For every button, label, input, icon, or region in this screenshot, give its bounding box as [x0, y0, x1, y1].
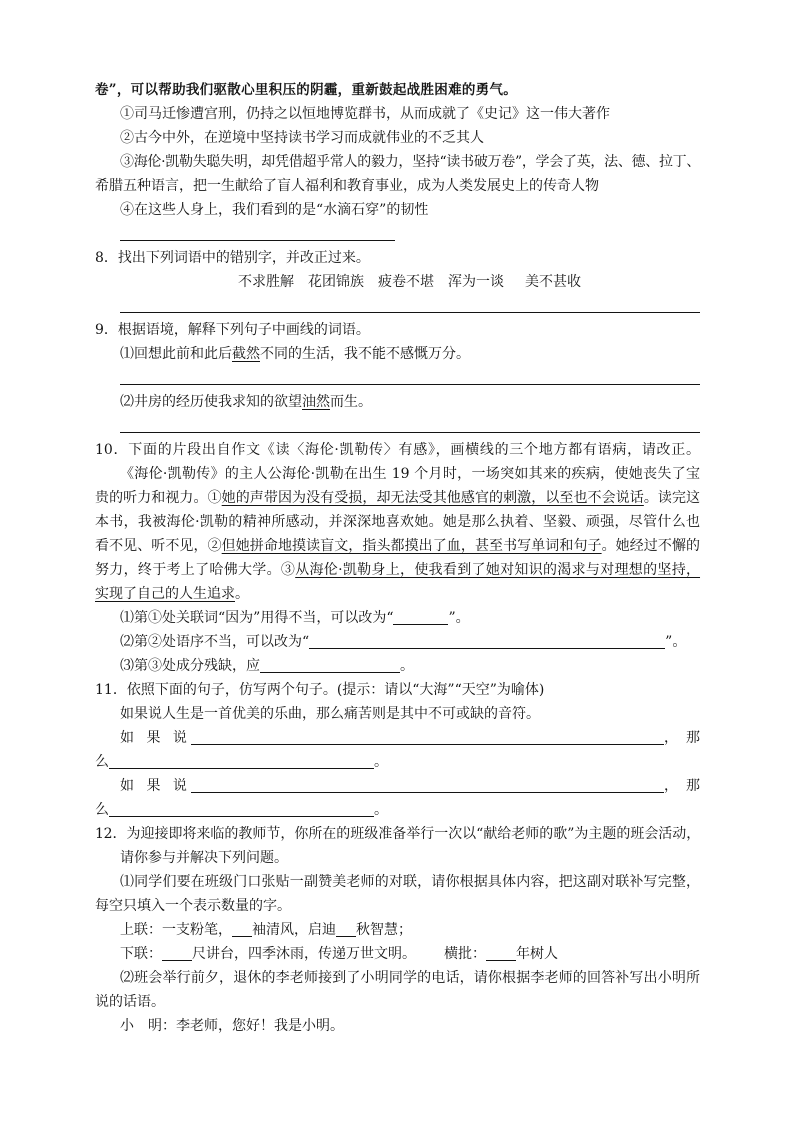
- statement-3-line-1: ③海伦·凯勒失聪失明，却凭借超乎常人的毅力，坚持“读书破万卷”，学会了英，法、德、拉丁、: [120, 154, 700, 170]
- passage-text: 看不见、听不见，②: [95, 538, 222, 554]
- sentence-text: 不同的生活，我不能不感慨万分。: [260, 346, 470, 362]
- sentence-text: 而生。: [330, 394, 372, 410]
- imitation-line-cont: [95, 798, 700, 822]
- passage-text: 努力，终于考上了哈佛大学。③: [95, 562, 296, 578]
- underlined-sentence-3-cont: 实现了自己的人生追求: [95, 586, 235, 602]
- speaker-label: 小 明：: [120, 1018, 176, 1034]
- fill-blank: [486, 946, 516, 961]
- passage-line: [95, 534, 700, 558]
- question-12-sub-2-line-1: ⑵班会举行前夕，退休的李老师接到了小明同学的电话，请你根据李老师的回答补写出小明所: [120, 970, 700, 986]
- statement-3-line-2: 希腊五种语言，把一生献给了盲人福利和教育事业，成为人类发展史上的传奇人物: [95, 178, 599, 194]
- question-8: [95, 246, 700, 318]
- answer-line-row: [95, 414, 700, 438]
- imitation-line: [95, 726, 700, 750]
- question-9-title: 9．根据语境，解释下列句子中画线的词语。: [95, 322, 370, 338]
- question-12-sub-1-line-2: 每空只填入一个表示数量的字。: [95, 898, 291, 914]
- underlined-sentence-3: 从海伦·凯勒身上，使我看到了她对知识的渴求与对理想的坚持，: [295, 562, 701, 578]
- underlined-sentence-1: 她的声带因为没有受损，却无法受其他感官的刺激，以至也不会说话: [221, 490, 644, 506]
- answer-line-row: [95, 366, 700, 390]
- banner-text: 年树人: [516, 946, 558, 962]
- lead-words: 如 果 说: [120, 730, 191, 746]
- question-12-sub-2-line-2: 说的话语。: [95, 994, 165, 1010]
- underlined-word: 截然: [232, 346, 260, 362]
- couplet-lower: [95, 942, 700, 966]
- sub-question-text: ⑵第②处语序不当，可以改为“: [120, 634, 310, 650]
- statement-4: ④在这些人身上，我们看到的是“水滴石穿”的韧性: [120, 202, 429, 218]
- imitation-line: [95, 774, 700, 798]
- passage-text: 。读完这: [643, 490, 701, 506]
- passage-line: 《海伦·凯勒传》的主人公海伦·凯勒在出生 19 个月时，一场突如其来的疾病，使她丧失了宝: [120, 466, 700, 482]
- connector-word: 么: [95, 802, 109, 818]
- connector-word: 那: [686, 730, 700, 746]
- fill-blank: [232, 922, 252, 937]
- underlined-word: 油然: [302, 394, 330, 410]
- fill-blank: [109, 802, 374, 817]
- answer-line: [120, 222, 395, 241]
- fill-blank: [260, 658, 400, 673]
- answer-line-row: [95, 222, 700, 246]
- word-list: [95, 270, 700, 294]
- imitation-line-cont: [95, 750, 700, 774]
- passage-tail: 卷”，可以帮助我们驱散心里积压的阴霾，重新鼓起战胜困难的勇气。: [95, 82, 518, 98]
- sub-question-text: ”。: [448, 610, 470, 626]
- question-10: [95, 438, 700, 678]
- sub-question-text: ⑶第③处成分残缺，应: [120, 658, 260, 674]
- example-sentence: 如果说人生是一首优美的乐曲，那么痛苦则是其中不可或缺的音符。: [120, 706, 540, 722]
- word-item: 美不甚收: [525, 274, 581, 290]
- question-10-sub-2: [95, 630, 700, 654]
- statement-1: ①司马迁惨遭宫刑，仍持之以恒地博览群书，从而成就了《史记》这一伟大著作: [120, 106, 610, 122]
- statement-2: ②古今中外，在逆境中坚持读书学习而成就伟业的不乏其人: [120, 130, 484, 146]
- question-10-title: 10．下面的片段出自作文《读〈海伦·凯勒传〉有感》，画横线的三个地方都有语病，请改正。: [95, 442, 700, 458]
- connector-word: 那: [686, 778, 700, 794]
- question-12-title-line-2: 请你参与并解决下列问题。: [120, 850, 288, 866]
- question-7-continuation: [95, 78, 700, 246]
- question-9: [95, 318, 700, 438]
- passage-line: [95, 558, 700, 582]
- dialogue-text: 李老师，您好！我是小明。: [176, 1018, 344, 1034]
- sentence-text: ⑴回想此前和此后: [120, 346, 232, 362]
- answer-line: [120, 366, 700, 385]
- word-item: 浑为一谈: [448, 274, 504, 290]
- passage-line: [95, 486, 700, 510]
- couplet-text: 一支粉笔，: [162, 922, 232, 938]
- answer-line: [120, 294, 700, 313]
- question-12-title-line-1: 12．为迎接即将来临的教师节，你所在的班级准备举行一次以“献给老师的歌”为主题的班会活动，: [95, 826, 700, 842]
- fill-blank: [191, 778, 664, 793]
- answer-line: [120, 414, 700, 433]
- question-10-sub-3: [95, 654, 700, 678]
- period: 。: [374, 802, 388, 818]
- question-9-item-1: [95, 342, 700, 366]
- fill-blank: [109, 754, 374, 769]
- question-10-sub-1: [95, 606, 700, 630]
- passage-line: 本书，我被海伦·凯勒的精神所感动，并深深地喜欢她。她是那么执着、坚毅、顽强，尽管什么也: [95, 514, 700, 530]
- couplet-upper: [95, 918, 700, 942]
- couplet-label: 下联：: [120, 946, 162, 962]
- sentence-text: ⑵井房的经历使我求知的欲望: [120, 394, 302, 410]
- comma: ，: [664, 778, 678, 794]
- word-item: 疲卷不堪: [378, 274, 434, 290]
- couplet-text: 袖清风，启迪: [252, 922, 336, 938]
- word-item: 花团锦族: [308, 274, 364, 290]
- dialogue-line: [95, 1014, 700, 1038]
- word-item: 不求胜解: [238, 274, 294, 290]
- answer-line-row: [95, 294, 700, 318]
- question-9-item-2: [95, 390, 700, 414]
- fill-blank: [162, 946, 192, 961]
- couplet-text: 秋智慧；: [356, 922, 412, 938]
- question-12-sub-1-line-1: ⑴同学们要在班级门口张贴一副赞美老师的对联，请你根据具体内容，把这副对联补写完整，: [120, 874, 700, 890]
- fill-blank: [393, 610, 448, 625]
- fill-blank: [336, 922, 356, 937]
- underlined-sentence-2: 但她拼命地摸读盲文，指头都摸出了血，甚至书写单词和句子: [221, 538, 602, 554]
- question-11-title: 11．依照下面的句子，仿写两个句子。(提示：请以“大海”“天空”为喻体): [95, 682, 545, 698]
- question-12: [95, 822, 700, 1038]
- passage-text: 。她经过不懈的: [601, 538, 701, 554]
- fill-blank: [309, 634, 665, 649]
- page-content: [95, 78, 700, 1038]
- passage-text: 贵的听力和视力。①: [95, 490, 222, 506]
- connector-word: 么: [95, 754, 109, 770]
- comma: ，: [664, 730, 678, 746]
- period: 。: [374, 754, 388, 770]
- couplet-text: 尺讲台，四季沐雨，传递万世文明。: [192, 946, 416, 962]
- question-8-title: 8．找出下列词语中的错别字，并改正过来。: [95, 250, 370, 266]
- fill-blank: [191, 730, 664, 745]
- sub-question-text: ⑴第①处关联词“因为”用得不当，可以改为“: [120, 610, 394, 626]
- lead-words: 如 果 说: [120, 778, 191, 794]
- passage-line: [95, 582, 700, 606]
- sub-question-text: 。: [400, 658, 414, 674]
- question-11: [95, 678, 700, 822]
- banner-label: 横批：: [444, 946, 486, 962]
- passage-text: 。: [235, 586, 249, 602]
- couplet-label: 上联：: [120, 922, 162, 938]
- sub-question-text: ”。: [665, 634, 687, 650]
